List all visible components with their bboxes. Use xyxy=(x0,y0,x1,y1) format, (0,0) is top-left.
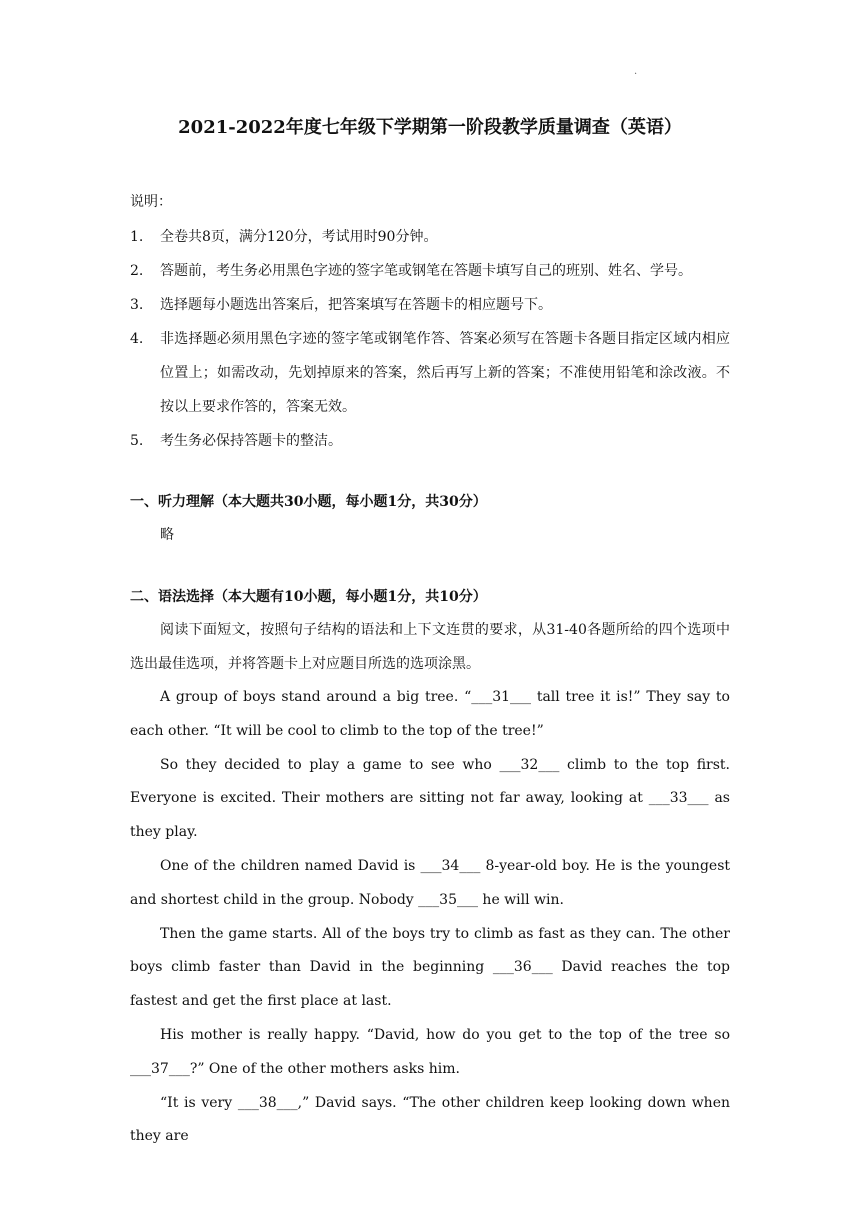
instruction-number: 3. xyxy=(130,296,144,313)
instruction-text: 选择题每小题选出答案后，把答案填写在答题卡的相应题号下。 xyxy=(160,296,552,313)
instruction-item xyxy=(130,254,730,288)
section2-heading: 二、语法选择（本大题有10小题，每小题1分，共10分） xyxy=(130,588,487,605)
instruction-item xyxy=(130,220,730,254)
passage-paragraph: His mother is really happy. “David, how do you get to the top of the tree so ___37___?” One of the other mothers asks him. xyxy=(130,1026,730,1077)
instruction-item xyxy=(130,322,730,424)
instructions-list xyxy=(130,220,730,458)
reading-passage xyxy=(130,681,730,1154)
instruction-number: 1. xyxy=(130,228,144,245)
instruction-text: 非选择题必须用黑色字迹的签字笔或钢笔作答、答案必须写在答题卡各题目指定区域内相应位置上；如需改动，先划掉原来的答案，然后再写上新的答案；不准使用铅笔和涂改液。不按以上要求作答的，答案无效。 xyxy=(160,330,730,415)
instruction-text: 考生务必保持答题卡的整洁。 xyxy=(160,432,342,449)
passage-paragraph: So they decided to play a game to see who ___32___ climb to the top first. Everyone is excited. Their mothers are sitting not far away, looking at ___33___ as they play. xyxy=(130,756,730,841)
passage-paragraph: A group of boys stand around a big tree. “___31___ tall tree it is!” They say to each other. “It will be cool to climb to the top of the tree!” xyxy=(130,689,730,739)
page-title: 2021-2022年度七年级下学期第一阶段教学质量调查（英语） xyxy=(178,117,682,138)
instruction-text: 全卷共8页，满分120分，考试用时90分钟。 xyxy=(160,228,438,245)
instruction-number: 2. xyxy=(130,262,144,279)
instruction-number: 4. xyxy=(130,330,144,347)
section1-heading: 一、听力理解（本大题共30小题，每小题1分，共30分） xyxy=(130,493,487,510)
instruction-text: 答题前，考生务必用黑色字迹的签字笔或钢笔在答题卡填写自己的班别、姓名、学号。 xyxy=(160,262,692,279)
corner-mark: . xyxy=(634,66,638,77)
document-page xyxy=(130,112,730,1154)
section2-directions: 阅读下面短文，按照句子结构的语法和上下文连贯的要求，从31-40各题所给的四个选项中选出最佳选项，并将答题卡上对应题目所选的选项涂黑。 xyxy=(130,622,730,672)
section1-body: 略 xyxy=(160,527,174,543)
instruction-number: 5. xyxy=(130,432,144,449)
passage-paragraph: “It is very ___38___,” David says. “The other children keep looking down when they are xyxy=(130,1094,730,1145)
passage-paragraph: One of the children named David is ___34___ 8-year-old boy. He is the youngest and shortest child in the group. Nobody ___35___ he will win. xyxy=(130,857,730,908)
passage-paragraph: Then the game starts. All of the boys try to climb as fast as they can. The other boys climb faster than David in the beginning ___36___ David reaches the top fastest and get the first place at last. xyxy=(130,925,730,1010)
instruction-item xyxy=(130,424,730,458)
instruction-item xyxy=(130,288,730,322)
instructions-heading: 说明： xyxy=(130,194,172,210)
